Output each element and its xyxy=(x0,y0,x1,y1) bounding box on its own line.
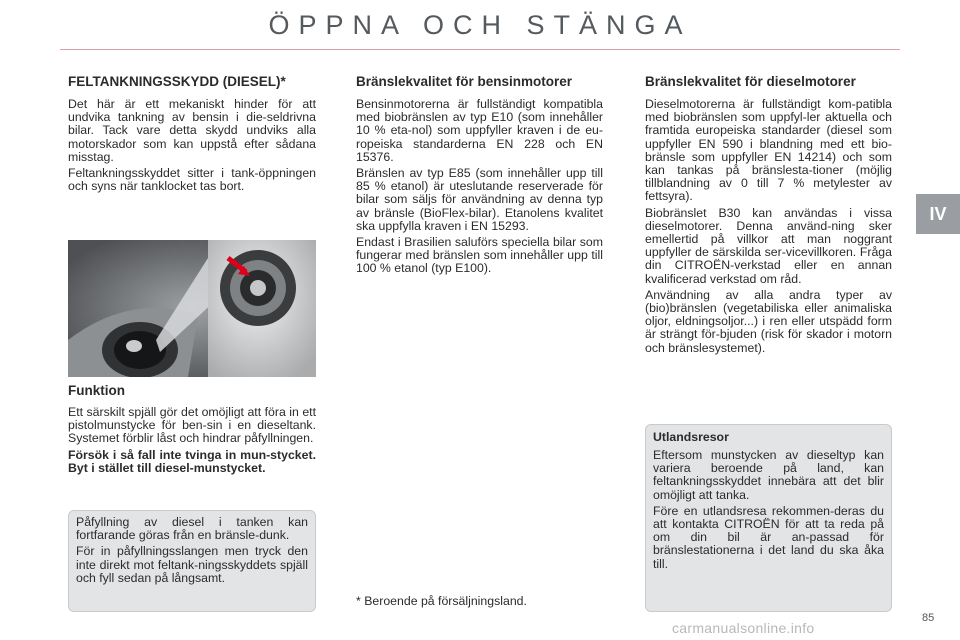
paragraph: Före en utlandsresa rekommen-deras du att kontakta CITROËN för att ta reda på om din bil är an-passad för bränslestationerna i det land du ska åka till. xyxy=(653,503,884,571)
paragraph: Dieselmotorerna är fullständigt kom-patibla med biobränslen som uppfyl-ler aktuella och framtida europeiska standarder (diesel som uppfyller EN 590 i blandning med ett bio-bränsle som uppfyller EN 14214) och som kan tankas på bränslesta-tioner (möjlig tillblandning av 0 till 7 % metylester av fettsyra). xyxy=(645,97,892,204)
paragraph: För in påfyllningsslangen men tryck den inte direkt mot feltank-ningsskyddets spjäll och fyll sedan på långsamt. xyxy=(76,544,308,585)
paragraph: Det här är ett mekaniskt hinder för att undvika tankning av bensin i die-seldrivna bilar. Tack vare detta skydd undviks alla motorskador som kan uppstå efter sådana misstag. xyxy=(68,97,316,164)
paragraph: Bensinmotorerna är fullständigt kompatibla med biobränslen av typ E10 (som innehåller 10 % eta-nol) som uppfyller kraven i de eu-ropeiska standarderna EN 228 och EN 15376. xyxy=(356,97,603,164)
paragraph: Biobränslet B30 kan användas i vissa dieselmotorer. Denna använd-ning sker emellertid på villkor att man noggrant uppfyller de särskilda ser-vicevillkoren. Fråga din CITROËN-verkstad eller en annan kvalificerad verkstad om råd. xyxy=(645,205,892,286)
paragraph: Bränslen av typ E85 (som innehåller upp till 85 % etanol) är uteslutande reserverade för bilar som säljs för användning av denna typ av bränsle (BioFlex-bilar). Etanolens kvalitet ska uppfylla kraven i EN 15293. xyxy=(356,166,603,233)
warning-text: Försök i så fall inte tvinga in mun-stycket. Byt i stället till diesel-munstycket. xyxy=(68,447,316,475)
funktion-section xyxy=(68,406,316,478)
watermark: carmanualsonline.info xyxy=(672,620,815,636)
column-bensinmotorer xyxy=(356,74,603,279)
paragraph: Påfyllning av diesel i tanken kan fortfarande göras från en bränsle-dunk. xyxy=(76,515,308,543)
footnote: * Beroende på försäljningsland. xyxy=(356,594,527,608)
paragraph: Ett särskilt spjäll gör det omöjligt att föra in ett pistolmunstycke för ben-sin i en dieseltank. Systemet förblir låst och hindrar påfyllningen. xyxy=(68,405,316,446)
box-heading-utlandsresor: Utlandsresor xyxy=(653,430,729,444)
chapter-tab: IV xyxy=(916,194,960,234)
info-box-diesel-refill xyxy=(68,510,316,612)
heading-bensinmotorer: Bränslekvalitet för bensinmotorer xyxy=(356,74,573,89)
paragraph: Användning av alla andra typer av (bio)bränslen (vegetabiliska eller animaliska oljor, eldningsoljor...) i ren eller utspädd form är strängt för-bjuden (risk för skador i motorn och bränslesystemet). xyxy=(645,287,892,355)
page-number: 85 xyxy=(922,612,935,624)
paragraph: Eftersom munstycken av dieseltyp kan variera beroende på land, kan feltankningsskyddet innebära att det blir omöjligt att tanka. xyxy=(653,448,884,502)
column-feltankningsskydd xyxy=(68,74,316,196)
paragraph: Endast i Brasilien saluförs speciella bilar som fungerar med bränslen som innehåller upp till 100 % etanol (typ E100). xyxy=(356,235,603,276)
heading-feltankningsskydd: FELTANKNINGSSKYDD (DIESEL)* xyxy=(68,74,286,89)
page-title: ÖPPNA OCH STÄNGA xyxy=(268,10,692,40)
paragraph: Feltankningsskyddet sitter i tank-öppningen och syns när tanklocket tas bort. xyxy=(68,166,316,194)
title-divider xyxy=(60,49,900,50)
fuel-filler-drawing xyxy=(68,240,316,377)
heading-funktion: Funktion xyxy=(68,383,125,398)
info-box-utlandsresor xyxy=(645,424,892,612)
fuel-filler-illustration xyxy=(68,240,316,377)
heading-dieselmotorer: Bränslekvalitet för dieselmotorer xyxy=(645,74,856,89)
column-dieselmotorer xyxy=(645,74,892,358)
